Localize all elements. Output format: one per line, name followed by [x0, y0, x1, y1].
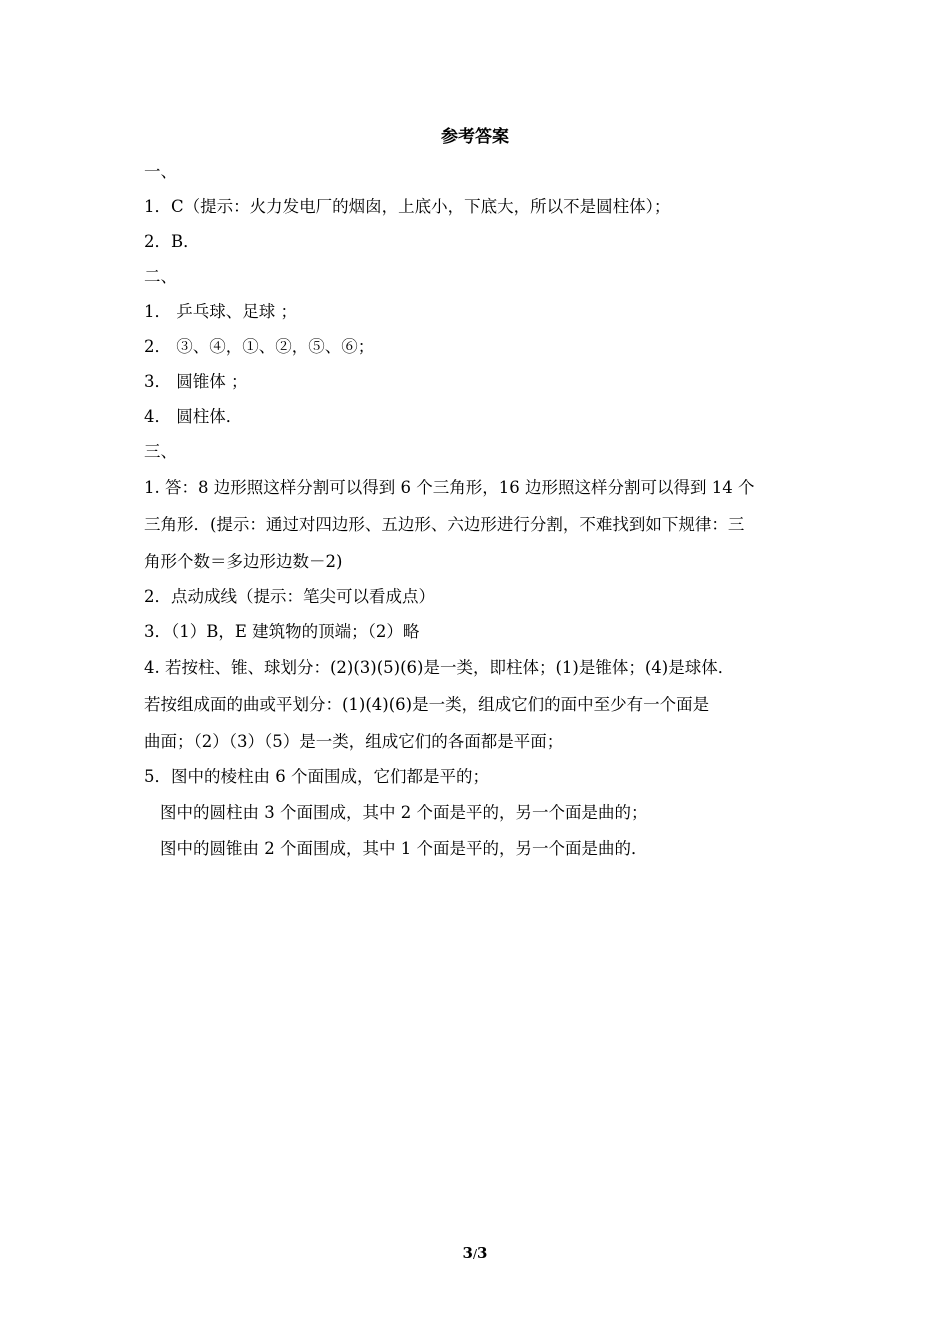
answer-line: 图中的圆锥由 2 个面围成，其中 1 个面是平的，另一个面是曲的．	[160, 839, 648, 858]
answer-line: 2．B．	[144, 232, 200, 251]
answer-line: 图中的圆柱由 3 个面围成，其中 2 个面是平的，另一个面是曲的；	[160, 803, 648, 822]
answer-line: 曲面；（2）（3）（5）是一类，组成它们的各面都是平面；	[144, 732, 564, 751]
answer-line: 角形个数＝多边形边数－2)	[144, 552, 343, 571]
page-total: 3	[477, 1244, 488, 1262]
section-heading-3: 三、	[144, 442, 177, 461]
page-separator: /	[472, 1247, 478, 1261]
answer-line: 4. 若按柱、锥、球划分：(2)(3)(5)(6)是一类，即柱体；(1)是锥体；(4)是球体．	[144, 658, 735, 677]
answer-line: 3．（1）B，E 建筑物的顶端；（2）略	[144, 622, 420, 641]
answer-line: 2．点动成线（提示：笔尖可以看成点）	[144, 587, 435, 606]
page-current: 3	[462, 1244, 473, 1262]
answer-line: 1. 答：8 边形照这样分割可以得到 6 个三角形，16 边形照这样分割可以得到 14 个	[144, 478, 755, 497]
answer-line: 1．C（提示：火力发电厂的烟囱，上底小，下底大，所以不是圆柱体）；	[144, 197, 671, 216]
answer-line: 3． 圆锥体 ；	[144, 372, 248, 391]
section-heading-2: 二、	[144, 267, 177, 286]
page-title: 参考答案	[441, 127, 509, 147]
answer-line: 5．图中的棱柱由 6 个面围成，它们都是平的；	[144, 767, 489, 786]
page-number	[0, 1242, 950, 1265]
answer-line: 若按组成面的曲或平划分：(1)(4)(6)是一类，组成它们的面中至少有一个面是	[144, 695, 710, 714]
answer-line: 4． 圆柱体．	[144, 407, 243, 426]
answer-line: 1． 乒乓球、足球 ；	[144, 302, 297, 321]
answer-line: 2． ③、④，①、②，⑤、⑥；	[144, 337, 375, 356]
section-heading-1: 一、	[144, 162, 177, 181]
answer-line: 三角形．(提示：通过对四边形、五边形、六边形进行分割，不难找到如下规律：三	[144, 515, 745, 534]
